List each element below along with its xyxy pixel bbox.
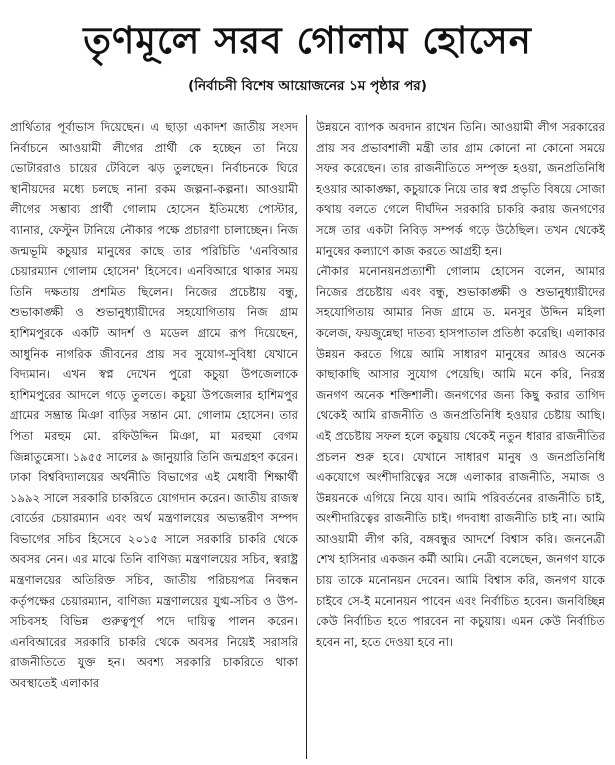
article-column-left <box>10 117 298 757</box>
paragraph: প্রার্থিতার পূর্বাভাস দিয়েছেন। এ ছাড়া একাদশ জাতীয় সংসদ নির্বাচনে আওয়ামী লীগের প্রার্থী কে হচ্ছেন তা নিয়ে ভোটাররাও চায়ের টেবিলে ঝড় তুলছেন। নির্বাচনকে ঘিরে স্থানীয়দের মধ্যে চলছে নানা রকম জল্পনা-কল্পনা। আওয়ামী লীগের সম্ভাব্য প্রার্থী গোলাম হোসেন ইতিমধ্যে পোস্টার, ব্যানার, ফেস্টুন টানিয়ে নৌকার পক্ষে প্রচারণা চালাচ্ছেন। নিজ জন্মভূমি কচুয়ার মানুষের কাছে তার পরিচিতি 'এনবিআর চেয়ারম্যান গোলাম হোসেন' হিসেবে। এনবিআরে থাকার সময় তিনি দক্ষতায় প্রশমিত ছিলেন। নিজের প্রচেষ্টায় বন্ধু, শুভাকাঙ্ক্ষী ও শুভানুধ্যায়ীদের সহযোগিতায় নিজ গ্রাম হাশিমপুরকে একটি আদর্শ ও মডেল গ্রামে রূপ দিয়েছেন, আধুনিক নাগরিক জীবনের প্রায় সব সুযোগ-সুবিধা যেখানে বিদ্যমান। এখন স্বপ্ন দেখেন পুরো কচুয়া উপজেলাকে হাশিমপুরের আদলে গড়ে তুলতে। কচুয়া উপজেলার হাশিমপুর গ্রামের সম্ভ্রান্ত মিঞা বাড়ির সন্তান মো. গোলাম হোসেন। তার পিতা মরহুম মো. রফিউদ্দিন মিঞা, মা মরহুমা বেগম জিন্নাতুন্নেসা। ১৯৫৫ সালের ৯ জানুয়ারি তিনি জন্মগ্রহণ করেন। ঢাকা বিশ্ববিদ্যালয়ের অর্থনীতি বিভাগের এই মেধাবী শিক্ষার্থী ১৯৯২ সালে সরকারি চাকরিতে যোগদান করেন। জাতীয় রাজস্ব বোর্ডের চেয়ারম্যান এবং অর্থ মন্ত্রণালয়ের অভ্যন্তরীণ সম্পদ বিভাগের সচিব হিসেবে ২০১৫ সালে সরকারি চাকরি থেকে অবসর নেন। এর মাঝে তিনি বাণিজ্য মন্ত্রণালয়ের সচিব, স্বরাষ্ট্র মন্ত্রণালয়ের অতিরিক্ত সচিব, জাতীয় পরিচয়পত্র নিবন্ধন কর্তৃপক্ষের চেয়ারম্যান, বাণিজ্য মন্ত্রণালয়ের যুগ্ম-সচিব ও উপ-সচিবসহ বিভিন্ন গুরুত্বপূর্ণ পদে দায়িত্ব পালন করেন। এনবিআরের সরকারি চাকরি থেকে অবসর নিয়েই সরাসরি রাজনীতিতে যুক্ত হন। অবশ্য সরকারি চাকরিতে থাকা অবস্থাতেই এলাকার <box>10 120 298 691</box>
paragraph: নৌকার মনোনয়নপ্রত্যাশী গোলাম হোসেন বলেন, আমার নিজের প্রচেষ্টায় এবং বন্ধু, শুভাকাঙ্ক্ষী ও শুভানুধ্যায়ীদের সহযোগিতায় আমার নিজ গ্রামে ড. মনসুর উদ্দিন মহিলা কলেজ, ফয়জুন্নেছা দাতব্য হাসপাতাল প্রতিষ্ঠা করেছি। এলাকার উন্নয়ন করতে গিয়ে আমি সাধারণ মানুষের আরও অনেক কাছাকাছি আসার সুযোগ পেয়েছি। আমি মনে করি, নিরস্ত্র জনগণ অনেক শক্তিশালী। জনগণের জন্য কিছু করার তাগিদ থেকেই আমি রাজনীতি ও জনপ্রতিনিধি হওয়ার চেষ্টায় আছি। এই প্রচেষ্টায় সফল হলে কচুয়ায় থেকেই নতুন ধারার রাজনীতির প্রচলন শুরু হবে। যেখানে সাধারণ মানুষ ও জনপ্রতিনিধি একযোগে অংশীদারিত্বের সঙ্গে এলাকার রাজনীতি, সমাজ ও উন্নয়নকে এগিয়ে নিয়ে যাব। আমি পরিবর্তনের রাজনীতি চাই, অংশীদারিত্বের রাজনীতি চাই। গদবাধা রাজনীতি চাই না। আমি আওয়ামী লীগ করি, বঙ্গবন্ধুর আদর্শে বিশ্বাস করি। জননেত্রী শেখ হাসিনার একজন কর্মী আমি। নেত্রী বলেছেন, জনগণ যাকে চায় তাকে মনোনয়ন দেবেন। আমি বিশ্বাস করি, জনগণ যাকে চাইবে সে-ই মনোনয়ন পাবেন এবং নির্বাচিত হবেন। জনবিচ্ছিন্ন কেউ নির্বাচিত হতে পারবেন না কচুয়ায়। এমন কেউ নির্বাচিত হবেন না, হতে দেওয়া হবে না। <box>316 264 605 649</box>
article-column-right <box>316 117 605 757</box>
paragraph: উন্নয়নে ব্যাপক অবদান রাখেন তিনি। আওয়ামী লীগ সরকারের প্রায় সব প্রভাবশালী মন্ত্রী তার গ্রাম কোনো না কোনো সময়ে সফর করেছেন। তার রাজনীতিতে সম্পৃক্ত হওয়া, জনপ্রতিনিধি হওয়ার আকাঙ্ক্ষা, কচুয়াকে নিয়ে তার স্বপ্ন প্রভৃতি বিষয়ে সোজা কথায় বলতে গেলে দীর্ঘদিন সরকারি চাকরি করায় জনগণের সঙ্গে তার একটা নিবিড় সম্পর্ক গড়ে উঠেছিল। তখন থেকেই মানুষের কল্যাণে কাজ করতে আগ্রহী হন। <box>316 120 605 258</box>
column-divider <box>306 115 307 759</box>
headline: তৃণমূলে সরব গোলাম হোসেন <box>83 19 532 62</box>
subheadline: (নির্বাচনী বিশেষ আয়োজনের ১ম পৃষ্ঠার পর) <box>188 78 427 94</box>
